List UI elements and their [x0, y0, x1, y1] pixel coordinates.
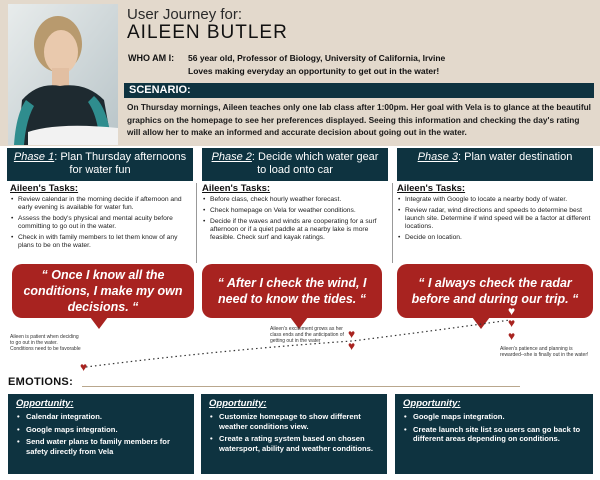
list-item: • Decide on location.	[397, 234, 591, 242]
phase-2-title: : Decide which water gear to load onto car	[251, 151, 379, 176]
list-item: • Before class, check hourly weather forecast.	[202, 196, 388, 204]
journey-title-prefix: User Journey for:	[127, 6, 243, 23]
opportunity-2-title: Opportunity:	[209, 398, 267, 409]
phase-3-title: : Plan water destination	[458, 151, 573, 163]
list-item: • Create a rating system based on chosen watersport, ability and weather conditions.	[209, 434, 379, 453]
phase-3-tasks-title: Aileen's Tasks:	[397, 183, 466, 194]
who-am-i-motto: Loves making everyday an opportunity to get out in the water!	[188, 66, 440, 76]
opportunity-box-3	[395, 394, 593, 474]
list-item: • Integrate with Google to locate a nearby body of water.	[397, 196, 591, 204]
phase-3-number: Phase 3	[417, 151, 458, 163]
who-am-i-label: WHO AM I:	[128, 53, 175, 63]
phase-1-title: : Plan Thursday afternoons for water fun	[54, 151, 187, 176]
list-item: • Assess the body's physical and mental acuity before committing to go out in the water.	[10, 215, 193, 231]
heart-icon: ♥	[80, 360, 88, 374]
emotion-note-1: Aileen is patient when deciding to go out in the water. Conditions need to be favorable	[10, 334, 81, 352]
emotions-divider	[82, 386, 520, 387]
opportunity-box-2	[201, 394, 387, 474]
persona-name: AILEEN BUTLER	[127, 22, 288, 43]
phase-2-tasks-title: Aileen's Tasks:	[202, 183, 271, 194]
list-item: • Create launch site list so users can go back to different areas depending on conditions.	[403, 425, 585, 444]
quote-bubble-1: “ Once I know all the conditions, I make my own decisions. “	[12, 264, 194, 318]
phase-2-number: Phase 2	[211, 151, 252, 163]
phase-1-number: Phase 1	[13, 151, 55, 163]
list-item: • Google maps integration.	[16, 425, 186, 435]
phase-1-tasks-title: Aileen's Tasks:	[10, 183, 79, 194]
who-am-i-description: 56 year old, Professor of Biology, University of California, Irvine	[188, 53, 446, 63]
list-item: • Review calendar in the morning decide if afternoon and early evening is available for water fun.	[10, 196, 193, 212]
emotion-note-3: Aileen's patience and planning is rewarded--she is finally out in the water!	[500, 346, 589, 358]
opportunity-3-title: Opportunity:	[403, 398, 461, 409]
list-item: • Decide if the waves and winds are cooperating for a surf afternoon or if a quiet paddle at a nearby lake is more feasible. Check surf and kayak ratings.	[202, 218, 388, 242]
quote-bubble-2: “ After I check the wind, I need to know the tides. “	[202, 264, 382, 318]
list-item: • Calendar integration.	[16, 412, 186, 422]
emotions-label: EMOTIONS:	[8, 376, 74, 388]
list-item: • Review radar, wind directions and speeds to determine best launch site. Determine if wind speed will be a factor at different locations.	[397, 207, 591, 231]
heart-outline-icon: ♥	[508, 304, 516, 318]
scenario-heading: SCENARIO:	[124, 83, 594, 98]
scenario-text: On Thursday mornings, Aileen teaches only one lab class after 1:00pm. Her goal with Vela is to glance at the beautiful graphics on the homepage to see her preferences displayed. Seeing this information and checking the day's rating will allow her to make an informed and accurate decision about going out in the water.	[127, 102, 591, 137]
list-item: • Send water plans to family members for safety directly from Vela	[16, 437, 186, 456]
emotion-note-2: Aileen's excitement grows as her class ends and the anticipation of getting out in the water	[270, 326, 344, 344]
list-item: • Check in with family members to let them know of any plans to be on the water.	[10, 234, 193, 250]
quote-bubble-3: “ I always check the radar before and during our trip. “	[397, 264, 593, 318]
heart-icon: ♥	[348, 339, 356, 353]
heart-icon: ♥	[348, 327, 356, 341]
list-item: • Google maps integration.	[403, 412, 585, 422]
heart-icon: ♥	[508, 316, 516, 330]
heart-icon: ♥	[508, 329, 516, 343]
list-item: • Check homepage on Vela for weather conditions.	[202, 207, 388, 215]
opportunity-1-title: Opportunity:	[16, 398, 74, 409]
opportunity-box-1	[8, 394, 194, 474]
list-item: • Customize homepage to show different weather conditions view.	[209, 412, 379, 431]
